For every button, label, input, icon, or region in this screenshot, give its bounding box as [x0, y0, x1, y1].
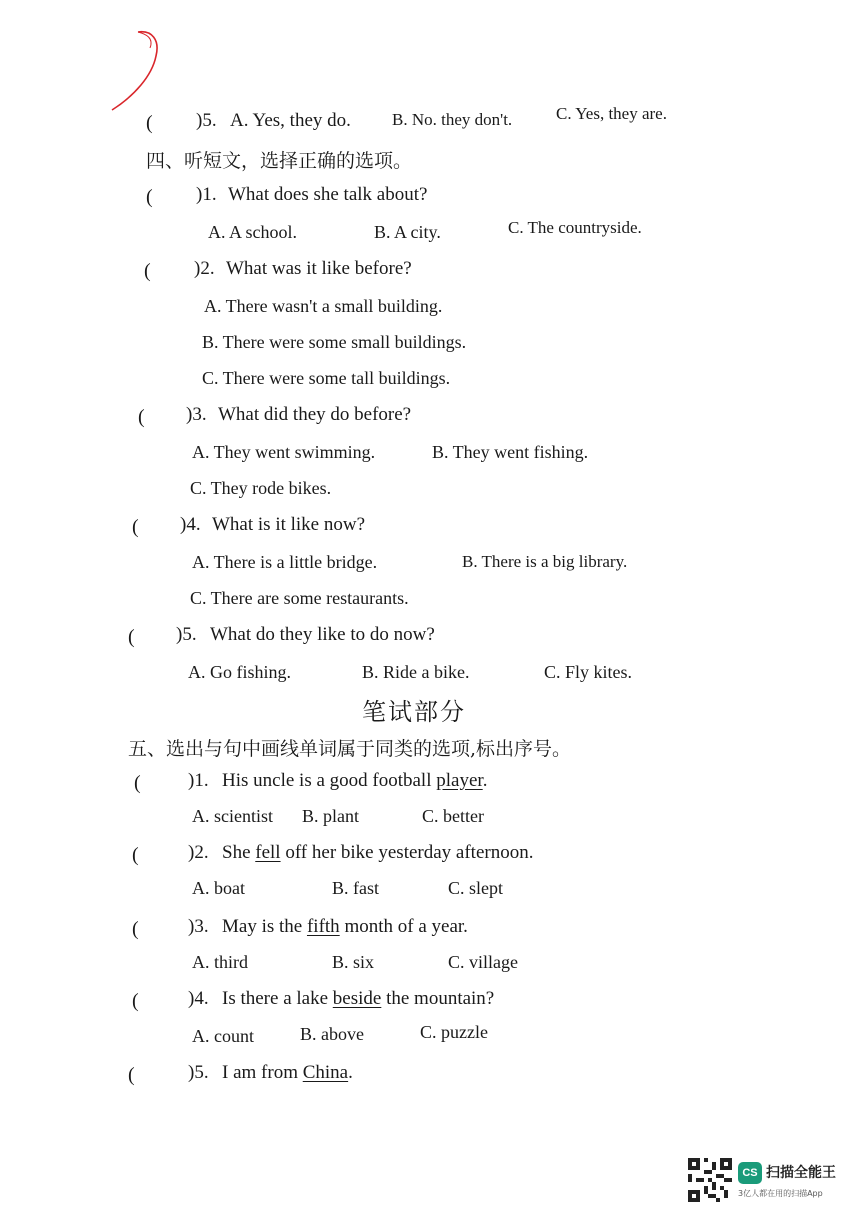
question-number: )5. — [188, 1062, 209, 1083]
answer-paren[interactable]: ( — [132, 516, 139, 538]
question-number: )2. — [194, 258, 215, 279]
sentence-post: off her bike yesterday afternoon. — [280, 842, 534, 863]
question-number: )4. — [188, 988, 209, 1009]
option-b: B. No. they don't. — [392, 110, 513, 129]
answer-paren[interactable]: ( — [128, 1064, 135, 1086]
option-b: B. above — [300, 1024, 364, 1044]
option-b: B. Ride a bike. — [362, 662, 470, 682]
option-c: C. village — [448, 952, 518, 972]
watermark-tagline: 3亿人都在用的扫描App — [738, 1189, 823, 1198]
option-b: B. They went fishing. — [432, 442, 589, 462]
question-text: What do they like to do now? — [210, 624, 435, 645]
watermark-app-name: 扫描全能王 — [766, 1165, 836, 1181]
option-a: A. A school. — [208, 222, 298, 242]
red-pen-mark — [108, 28, 168, 118]
option-b: B. fast — [332, 878, 379, 898]
answer-paren[interactable]: ( — [146, 112, 153, 134]
option-a: A. There is a little bridge. — [192, 552, 378, 572]
option-b: B. six — [332, 952, 375, 972]
option-a: A. Yes, they do. — [230, 110, 351, 131]
question-number: )5. — [196, 110, 217, 131]
option-a: A. third — [192, 952, 248, 972]
underlined-word: China — [302, 1062, 349, 1083]
question-sentence — [222, 988, 494, 1010]
option-c: C. Fly kites. — [544, 662, 633, 682]
option-a: A. count — [192, 1026, 254, 1046]
question-number: )3. — [186, 404, 207, 425]
camscanner-logo: CS — [738, 1162, 762, 1184]
question-number: )3. — [188, 916, 209, 937]
question-text: What did they do before? — [218, 404, 412, 425]
answer-paren[interactable]: ( — [144, 260, 151, 282]
question-number: )5. — [176, 624, 197, 645]
answer-paren[interactable]: ( — [132, 918, 139, 940]
sentence-post: . — [348, 1062, 353, 1083]
option-c: C. better — [422, 806, 484, 826]
question-sentence — [222, 916, 468, 938]
question-text: What does she talk about? — [228, 184, 428, 205]
option-c: C. There are some restaurants. — [190, 588, 409, 608]
question-number: )1. — [188, 770, 209, 791]
question-sentence — [222, 842, 533, 864]
option-b: B. There were some small buildings. — [202, 332, 467, 352]
question-sentence — [222, 770, 487, 792]
answer-paren[interactable]: ( — [146, 186, 153, 208]
option-c: C. slept — [448, 878, 504, 898]
sentence-pre: She — [222, 842, 256, 863]
option-b: B. plant — [302, 806, 359, 826]
underlined-word: player — [436, 770, 483, 791]
question-number: )1. — [196, 184, 217, 205]
sentence-pre: May is the — [222, 916, 307, 937]
section-4-heading: 四、听短文，选择正确的选项。 — [146, 150, 413, 172]
answer-paren[interactable]: ( — [128, 626, 135, 648]
sentence-pre: Is there a lake — [222, 988, 333, 1009]
option-a: A. They went swimming. — [192, 442, 376, 462]
question-text: What was it like before? — [226, 258, 412, 279]
answer-paren[interactable]: ( — [132, 844, 139, 866]
answer-paren[interactable]: ( — [138, 406, 145, 428]
option-a: A. Go fishing. — [188, 662, 291, 682]
sentence-post: month of a year. — [339, 916, 468, 937]
underlined-word: beside — [332, 988, 382, 1009]
option-c: C. The countryside. — [508, 218, 642, 237]
underlined-word: fifth — [306, 916, 340, 937]
option-a: A. boat — [192, 878, 245, 898]
sentence-pre: His uncle is a good football — [222, 770, 437, 791]
option-c: C. puzzle — [420, 1022, 488, 1042]
question-text: What is it like now? — [212, 514, 366, 535]
question-number: )2. — [188, 842, 209, 863]
sentence-post: the mountain? — [381, 988, 495, 1009]
answer-paren[interactable]: ( — [134, 772, 141, 794]
option-a: A. scientist — [192, 806, 273, 826]
written-part-title: 笔试部分 — [362, 698, 466, 726]
scanner-watermark — [688, 1158, 838, 1206]
option-c: C. There were some tall buildings. — [202, 368, 451, 388]
question-number: )4. — [180, 514, 201, 535]
option-c: C. They rode bikes. — [190, 478, 332, 498]
option-b: B. There is a big library. — [462, 552, 628, 571]
sentence-post: . — [482, 770, 488, 791]
option-b: B. A city. — [374, 222, 441, 242]
qr-code-icon — [688, 1158, 732, 1202]
answer-paren[interactable]: ( — [132, 990, 139, 1012]
underlined-word: fell — [255, 842, 281, 863]
question-sentence — [222, 1062, 353, 1084]
section-5-heading: 五、选出与句中画线单词属于同类的选项,标出序号。 — [128, 738, 572, 760]
option-a: A. There wasn't a small building. — [204, 296, 443, 316]
sentence-pre: I am from — [222, 1062, 303, 1083]
option-c: C. Yes, they are. — [556, 104, 667, 123]
